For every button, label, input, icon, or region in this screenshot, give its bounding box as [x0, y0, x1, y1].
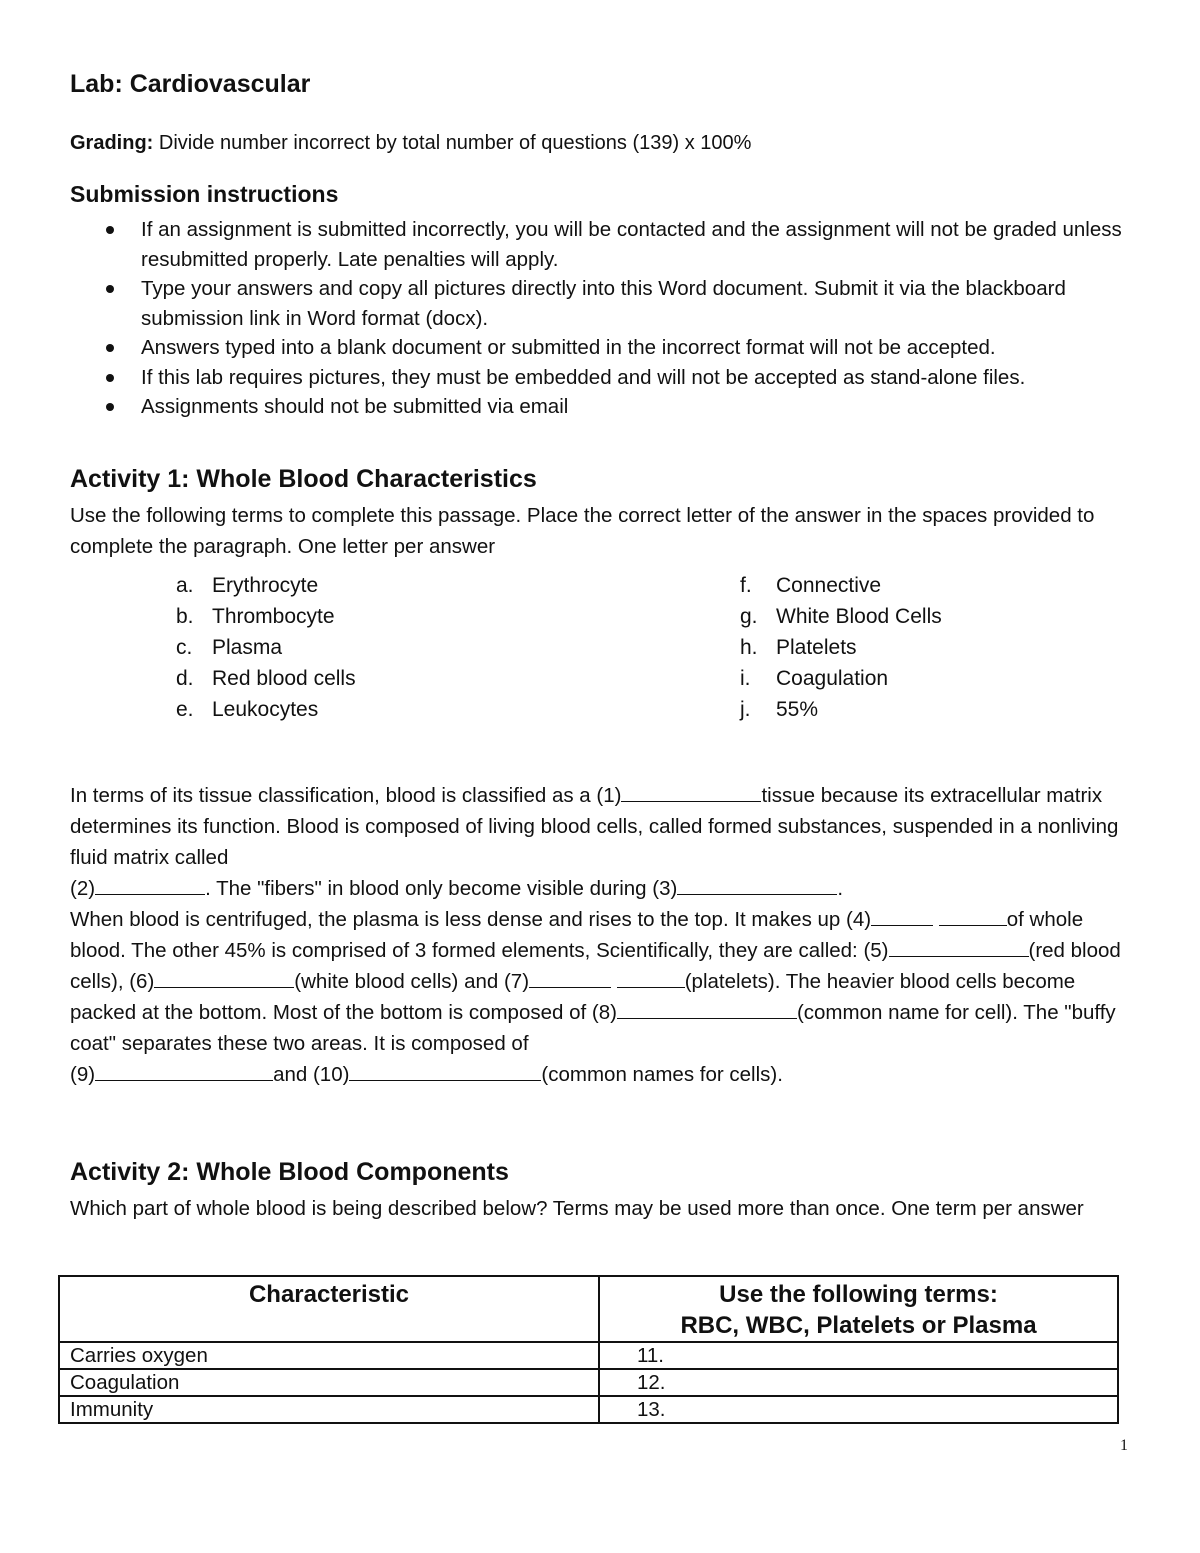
passage-text: (white blood cells) and (7)	[294, 970, 530, 993]
grading-label: Grading:	[70, 132, 154, 154]
header-terms	[599, 1276, 1118, 1342]
term-text: 55%	[776, 698, 819, 721]
term-text: Coagulation	[776, 667, 889, 690]
term-letter: c.	[176, 636, 193, 659]
list-item: Type your answers and copy all pictures directly into this Word document. Submit it via the blackboard submission link in Word format (docx).	[70, 274, 1130, 333]
list-item: Answers typed into a blank document or submitted in the incorrect format will not be accepted.	[70, 333, 1130, 363]
answer-blank-6[interactable]	[154, 969, 294, 988]
term-text: Erythrocyte	[212, 574, 319, 597]
list-item: Assignments should not be submitted via email	[70, 392, 1130, 422]
term-letter: e.	[176, 698, 194, 721]
term-text: White Blood Cells	[776, 605, 942, 628]
table-row	[59, 1396, 1118, 1423]
passage-text: of whole blood. The other 45% is comprised of 3 formed elements, Scientifically, they are called: (5)	[70, 908, 1084, 962]
activity1-heading: Activity 1: Whole Blood Characteristics	[70, 465, 537, 493]
passage-text: (platelets). The heavier blood cells become packed at the bottom. Most of the bottom is composed of (8)	[70, 970, 1076, 1024]
header-characteristic: Characteristic	[59, 1276, 599, 1342]
passage-text: (9)	[70, 1063, 96, 1086]
passage-text: .	[837, 877, 844, 900]
characteristic-cell: Carries oxygen	[59, 1342, 599, 1369]
term-letter: d.	[176, 667, 194, 690]
answer-blank-5[interactable]	[889, 938, 1029, 957]
term-item	[176, 574, 318, 598]
answer-cell[interactable]: 11.	[599, 1342, 1118, 1369]
answer-blank-7a[interactable]	[529, 969, 611, 988]
term-item	[740, 698, 818, 722]
answer-blank-10[interactable]	[349, 1062, 541, 1081]
passage-text: When blood is centrifuged, the plasma is less dense and rises to the top. It makes up (4)	[70, 908, 872, 931]
term-text: Plasma	[212, 636, 283, 659]
answer-cell[interactable]: 13.	[599, 1396, 1118, 1423]
term-letter: g.	[740, 605, 758, 628]
passage-text: (common names for cells).	[541, 1063, 783, 1086]
passage-text: (common name for cell). The "buffy coat" separates these two areas. It is composed of	[70, 1001, 1116, 1055]
term-letter: h.	[740, 636, 758, 659]
page-title: Lab: Cardiovascular	[70, 70, 311, 98]
answer-blank-3[interactable]	[677, 876, 837, 895]
term-letter: j.	[740, 698, 751, 721]
answer-blank-4b[interactable]	[939, 907, 1007, 926]
activity2-instructions: Which part of whole blood is being described below? Terms may be used more than once. One term per answer	[70, 1197, 1084, 1220]
header-terms-line1: Use the following terms:	[719, 1281, 998, 1308]
term-text: Leukocytes	[212, 698, 319, 721]
fill-in-passage	[70, 780, 1130, 1090]
terms-list	[70, 574, 1130, 734]
term-text: Red blood cells	[212, 667, 356, 690]
term-item	[740, 605, 942, 629]
characteristic-cell: Immunity	[59, 1396, 599, 1423]
answer-blank-9[interactable]	[95, 1062, 273, 1081]
page-number: 1	[1120, 1437, 1128, 1454]
grading-text: Divide number incorrect by total number of questions (139) x 100%	[153, 132, 752, 154]
list-item: If an assignment is submitted incorrectly, you will be contacted and the assignment will not be graded unless resubmitted properly. Late penalties will apply.	[70, 215, 1130, 274]
term-letter: b.	[176, 605, 194, 628]
table-row	[59, 1342, 1118, 1369]
submission-heading: Submission instructions	[70, 181, 339, 207]
term-text: Thrombocyte	[212, 605, 335, 628]
activity1-instructions: Use the following terms to complete this passage. Place the correct letter of the answer in the spaces provided to complete the paragraph. One letter per answer	[70, 504, 1095, 558]
term-item	[740, 574, 881, 598]
passage-text: (2)	[70, 877, 96, 900]
header-terms-line2: RBC, WBC, Platelets or Plasma	[680, 1312, 1037, 1339]
answer-blank-7b[interactable]	[617, 969, 685, 988]
answer-blank-4a[interactable]	[871, 907, 933, 926]
list-item: If this lab requires pictures, they must be embedded and will not be accepted as stand-alone files.	[70, 363, 1130, 393]
answer-blank-8[interactable]	[617, 1000, 797, 1019]
term-text: Connective	[776, 574, 882, 597]
passage-text: tissue because its extracellular matrix determines its function. Blood is composed of living blood cells, called formed substances, suspended in a nonliving fluid matrix called	[70, 784, 1119, 869]
submission-list	[70, 215, 1130, 422]
term-letter: i.	[740, 667, 751, 690]
passage-text: (red blood cells), (6)	[70, 939, 1121, 993]
passage-text: . The "fibers" in blood only become visible during (3)	[205, 877, 678, 900]
answer-blank-2[interactable]	[95, 876, 205, 895]
term-item	[176, 605, 335, 629]
term-item	[740, 636, 857, 660]
term-text: Platelets	[776, 636, 857, 659]
table-header-row	[59, 1276, 1118, 1342]
term-item	[740, 667, 888, 691]
passage-text: and (10)	[273, 1063, 350, 1086]
term-item	[176, 636, 282, 660]
passage-text: In terms of its tissue classification, blood is classified as a (1)	[70, 784, 622, 807]
term-letter: f.	[740, 574, 752, 597]
characteristic-cell: Coagulation	[59, 1369, 599, 1396]
answer-blank-1[interactable]	[621, 783, 761, 802]
grading-line	[70, 132, 751, 155]
answer-cell[interactable]: 12.	[599, 1369, 1118, 1396]
term-item	[176, 698, 318, 722]
activity2-heading: Activity 2: Whole Blood Components	[70, 1158, 509, 1186]
term-letter: a.	[176, 574, 194, 597]
table-row	[59, 1369, 1118, 1396]
term-item	[176, 667, 356, 691]
components-table	[58, 1275, 1119, 1424]
